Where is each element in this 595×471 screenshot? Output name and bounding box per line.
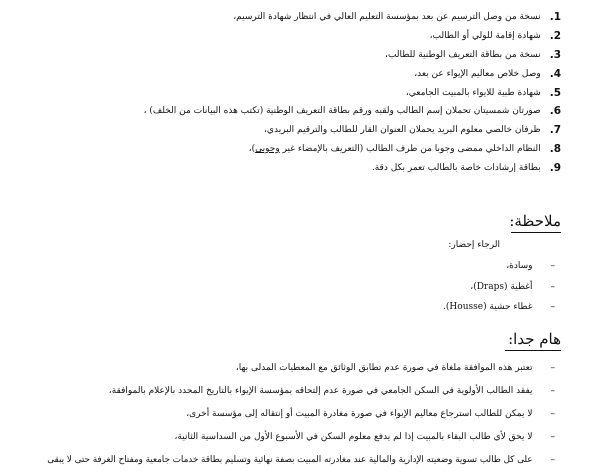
dash-bullet: – bbox=[550, 281, 555, 292]
item-text: ظرفان خالصي معلوم البريد يحملان العنوان القار للطالب والترقيم البريدي، bbox=[264, 125, 541, 136]
list-item bbox=[21, 158, 561, 177]
dash-bullet: – bbox=[550, 408, 555, 419]
item-text: تعتبر هذه الموافقة ملغاة في صورة عدم تطابق الوثائق مع المعطيات المدلى بها، bbox=[235, 362, 533, 373]
item-text: وسادة، bbox=[506, 261, 533, 272]
item-text bbox=[249, 144, 541, 154]
note-underline bbox=[511, 232, 561, 233]
item-text: نسخة من وصل الترسيم عن بعد بمؤسسة التعليم العالي في انتظار شهادة الترسيم، bbox=[233, 12, 541, 23]
note-intro: الرجاء إحضار: bbox=[448, 240, 500, 250]
item-text: نسخة من بطاقة التعريف الوطنية للطالب، bbox=[385, 49, 541, 60]
important-underline bbox=[505, 350, 561, 351]
important-items-list bbox=[35, 356, 555, 471]
item-number: 4. bbox=[549, 67, 561, 80]
item-text: يفقد الطالب الأولوية في السكن الجامعي في صورة عدم إلتحاقه بمؤسسة الإيواء بالتاريخ المحدد بالإعلام بالموافقة، bbox=[108, 385, 533, 396]
note-items-list bbox=[35, 256, 555, 318]
list-item bbox=[35, 448, 555, 471]
dash-bullet: – bbox=[550, 302, 555, 313]
item-number: 6. bbox=[549, 105, 561, 118]
item-text-part: النظام الداخلي ممضى وجوبا من طرف الطالب (التعريف بالإمضاء غير bbox=[279, 143, 541, 154]
list-item bbox=[35, 277, 555, 298]
item-number: 5. bbox=[549, 86, 561, 99]
list-item bbox=[35, 425, 555, 448]
item-text: وصل خلاص معاليم الإيواء عن بعد، bbox=[414, 68, 541, 79]
list-item bbox=[35, 379, 555, 402]
item-text: لا يحق لأي طالب البقاء بالمبيت إذا لم يدفع معلوم السكن في الأسبوع الأول من السداسية الثانية، bbox=[174, 431, 533, 442]
item-text: غطاء حشية (Housse). bbox=[443, 302, 533, 313]
list-item bbox=[35, 402, 555, 425]
important-heading bbox=[508, 330, 561, 351]
item-number: 9. bbox=[549, 161, 561, 174]
dash-bullet: – bbox=[550, 385, 555, 396]
list-item bbox=[21, 102, 561, 121]
item-number: 2. bbox=[549, 30, 561, 43]
list-item bbox=[21, 140, 561, 159]
underlined-word: وجوبي bbox=[255, 143, 280, 154]
note-title: ملاحظة: bbox=[509, 212, 561, 230]
note-heading bbox=[509, 212, 561, 233]
list-item bbox=[35, 356, 555, 379]
list-item bbox=[21, 121, 561, 140]
list-item bbox=[21, 27, 561, 46]
list-item bbox=[21, 64, 561, 83]
item-text: بطاقة إرشادات خاصة بالطالب تعمر بكل دقة. bbox=[371, 162, 541, 173]
dash-bullet: – bbox=[550, 362, 555, 373]
item-text: صورتان شمسيتان تحملان إسم الطالب ولقبه ورقم بطاقة التعريف الوطنية (تكتب هذه البيانات من الخلف) ، bbox=[143, 106, 541, 117]
list-item bbox=[35, 297, 555, 318]
dash-bullet: – bbox=[550, 431, 555, 442]
list-item bbox=[21, 8, 561, 27]
item-text: على كل طالب تسوية وضعيته الإدارية والمالية عند مغادرته المبيت بصفة نهائية وتسليم بطاقة خدمات جامعية ومفتاح الغرفة حتى لا يبقى bbox=[47, 454, 533, 465]
item-number: 7. bbox=[549, 124, 561, 137]
item-text: شهادة طبية للايواء بالمبيت الجامعي، bbox=[405, 87, 541, 98]
required-documents-list bbox=[21, 8, 561, 177]
item-number: 8. bbox=[549, 142, 561, 155]
important-title: هام جدا: bbox=[508, 330, 561, 348]
item-text: لا يمكن للطالب استرجاع معاليم الإيواء في صورة مغادرة المبيت أو إنتقاله إلى مؤسسة أخرى، bbox=[186, 408, 533, 419]
item-text: أغطية (Draps)، bbox=[470, 281, 533, 292]
item-text: شهادة إقامة للولي أو الطالب، bbox=[429, 31, 541, 42]
dash-bullet: – bbox=[550, 261, 555, 272]
dash-bullet: – bbox=[550, 454, 555, 465]
item-number: 1. bbox=[549, 11, 561, 24]
list-item bbox=[21, 83, 561, 102]
list-item bbox=[21, 46, 561, 65]
item-number: 3. bbox=[549, 48, 561, 61]
item-text-part: )، bbox=[248, 143, 256, 154]
list-item bbox=[35, 256, 555, 277]
